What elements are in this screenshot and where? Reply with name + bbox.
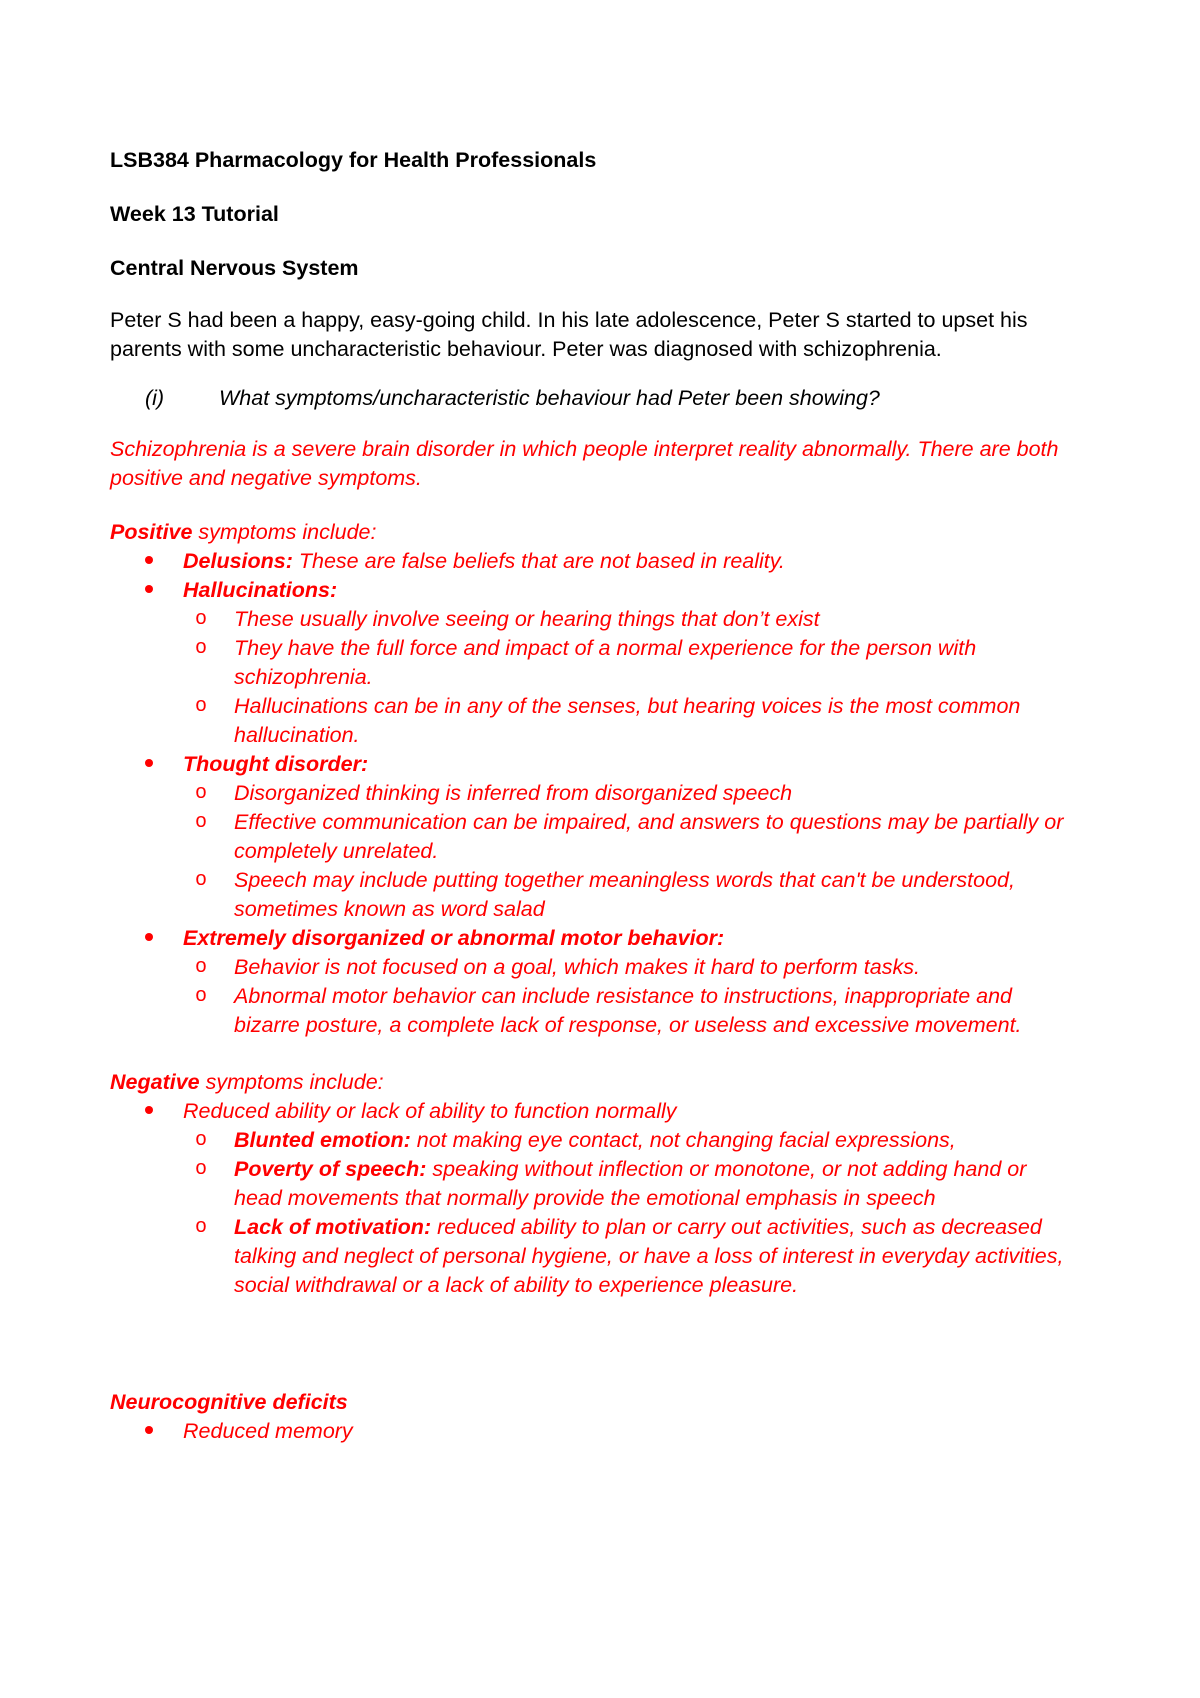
case-intro: Peter S had been a happy, easy-going child. In his late adolescence, Peter S started to upset his parents with some uncharacteristic behaviour. Peter was diagnosed with schizophrenia. xyxy=(110,308,1028,361)
sub-list-item xyxy=(183,605,1064,634)
sub-bullet-icon: o xyxy=(195,637,208,660)
sub-item-text: Hallucinations can be in any of the senses, but hearing voices is the most common hallucination. xyxy=(234,694,1021,747)
list-item xyxy=(110,750,1100,924)
sub-item-text: Disorganized thinking is inferred from disorganized speech xyxy=(234,781,793,805)
sub-bullet-icon: o xyxy=(195,811,208,834)
symptom-list xyxy=(110,1097,1100,1300)
symptom-list xyxy=(110,1417,1100,1446)
section-title-bold: Positive xyxy=(110,520,193,544)
spacer xyxy=(110,1300,1100,1388)
symptom-list xyxy=(110,547,1100,1040)
sub-bullet-icon: o xyxy=(195,985,208,1008)
section-title-bold: Negative xyxy=(110,1070,200,1094)
list-item xyxy=(110,576,1100,750)
sub-item-term: Lack of motivation: xyxy=(234,1215,432,1239)
positive-symptoms-section xyxy=(110,518,1100,1040)
section-title-bold: Neurocognitive deficits xyxy=(110,1390,348,1414)
sub-item-text: Effective communication can be impaired, and answers to questions may be partially or completely unrelated. xyxy=(234,810,1064,863)
sub-list-item xyxy=(183,982,1064,1040)
bullet-icon xyxy=(145,547,153,576)
sub-bullet-icon: o xyxy=(195,608,208,631)
item-term: Extremely disorganized or abnormal motor behavior: xyxy=(183,926,725,950)
sub-list-item xyxy=(183,1213,1064,1300)
item-text: Reduced ability or lack of ability to function normally xyxy=(183,1099,677,1123)
neurocognitive-deficits-section xyxy=(110,1388,1100,1446)
sub-bullet-icon: o xyxy=(195,1129,208,1152)
sub-list-item xyxy=(183,1126,1064,1155)
section-title xyxy=(110,518,1100,547)
sub-bullet-icon: o xyxy=(195,956,208,979)
sub-item-term: Blunted emotion: xyxy=(234,1128,411,1152)
bullet-icon xyxy=(145,1417,153,1446)
item-text: These are false beliefs that are not based in reality. xyxy=(292,549,785,573)
section-title-rest: symptoms include: xyxy=(192,520,377,544)
sub-item-text: speaking without inflection or monotone, or not adding hand or head movements that normally provide the emotional emphasis in speech xyxy=(234,1157,1027,1210)
sub-item-text: Abnormal motor behavior can include resistance to instructions, inappropriate and bizarre posture, a complete lack of response, or useless and excessive movement. xyxy=(234,984,1022,1037)
item-term: Hallucinations: xyxy=(183,578,338,602)
item-term: Thought disorder: xyxy=(183,752,369,776)
sub-list-item xyxy=(183,634,1064,692)
bullet-icon xyxy=(145,1097,153,1126)
question-text: What symptoms/uncharacteristic behaviour had Peter been showing? xyxy=(219,386,880,410)
sub-bullet-icon: o xyxy=(195,695,208,718)
negative-symptoms-section xyxy=(110,1068,1100,1300)
section-title-rest: symptoms include: xyxy=(199,1070,384,1094)
item-term: Delusions: xyxy=(183,549,293,573)
question xyxy=(110,384,1100,413)
list-item xyxy=(110,924,1100,1040)
bullet-icon xyxy=(145,924,153,953)
list-item xyxy=(110,1417,1100,1446)
sub-list xyxy=(183,953,1100,1040)
sub-bullet-icon: o xyxy=(195,782,208,805)
bullet-icon xyxy=(145,750,153,779)
sub-list-item xyxy=(183,1155,1064,1213)
sub-list-item xyxy=(183,779,1064,808)
sub-list xyxy=(183,605,1100,750)
sub-item-term: Poverty of speech: xyxy=(234,1157,427,1181)
sub-bullet-icon: o xyxy=(195,1216,208,1239)
sub-list-item xyxy=(183,808,1064,866)
sub-item-text: Behavior is not focused on a goal, which makes it hard to perform tasks. xyxy=(234,955,920,979)
sub-item-text: These usually involve seeing or hearing things that don’t exist xyxy=(234,607,820,631)
list-item xyxy=(110,547,1100,576)
sub-list xyxy=(183,779,1100,924)
sub-item-text: reduced ability to plan or carry out activities, such as decreased talking and neglect of personal hygiene, or have a loss of interest in everyday activities, social withdrawal or a lack of ability to experience pleasure. xyxy=(234,1215,1064,1297)
sub-item-text: They have the full force and impact of a normal experience for the person with schizophrenia. xyxy=(234,636,977,689)
sub-item-text: not making eye contact, not changing facial expressions, xyxy=(410,1128,956,1152)
week-title: Week 13 Tutorial xyxy=(110,202,279,226)
answer-intro: Schizophrenia is a severe brain disorder in which people interpret reality abnormally. There are both positive and negative symptoms. xyxy=(110,437,1059,490)
sub-bullet-icon: o xyxy=(195,1158,208,1181)
bullet-icon xyxy=(145,576,153,605)
sub-bullet-icon: o xyxy=(195,869,208,892)
section-title xyxy=(110,1388,1100,1417)
section-title xyxy=(110,1068,1100,1097)
sub-list-item xyxy=(183,866,1064,924)
question-number: (i) xyxy=(145,386,165,410)
sub-item-text: Speech may include putting together meaningless words that can't be understood, sometimes known as word salad xyxy=(234,868,1015,921)
list-item xyxy=(110,1097,1100,1300)
course-title: LSB384 Pharmacology for Health Professionals xyxy=(110,148,597,172)
sub-list xyxy=(183,1126,1100,1300)
topic-title: Central Nervous System xyxy=(110,256,359,280)
sub-list-item xyxy=(183,692,1064,750)
item-text: Reduced memory xyxy=(183,1419,353,1443)
sub-list-item xyxy=(183,953,1064,982)
